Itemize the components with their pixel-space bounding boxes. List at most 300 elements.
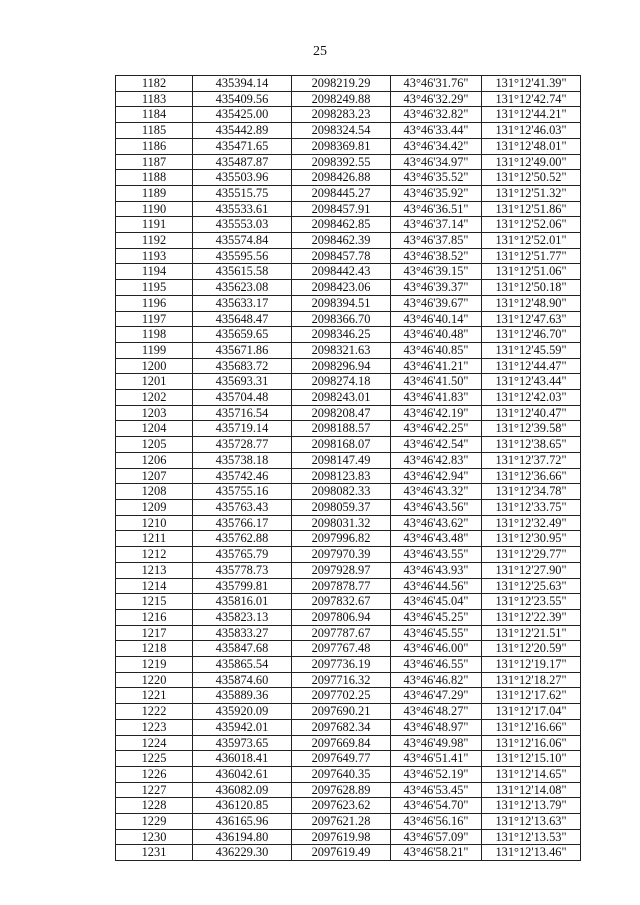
y-coordinate-cell: 2097716.32 (292, 672, 391, 688)
latitude-cell: 43°46'46.55" (391, 657, 482, 673)
x-coordinate-cell: 435615.58 (193, 264, 292, 280)
latitude-cell: 43°46'56.16" (391, 814, 482, 830)
x-coordinate-cell: 435728.77 (193, 437, 292, 453)
y-coordinate-cell: 2098188.57 (292, 421, 391, 437)
latitude-cell: 43°46'57.09" (391, 829, 482, 845)
point-number-cell: 1194 (116, 264, 193, 280)
longitude-cell: 131°12'36.66" (482, 468, 581, 484)
latitude-cell: 43°46'51.41" (391, 751, 482, 767)
table-row (116, 201, 581, 217)
x-coordinate-cell: 435816.01 (193, 594, 292, 610)
coordinates-table (115, 75, 581, 861)
point-number-cell: 1227 (116, 782, 193, 798)
x-coordinate-cell: 435847.68 (193, 641, 292, 657)
longitude-cell: 131°12'16.66" (482, 719, 581, 735)
point-number-cell: 1205 (116, 437, 193, 453)
point-number-cell: 1203 (116, 405, 193, 421)
point-number-cell: 1206 (116, 452, 193, 468)
point-number-cell: 1214 (116, 578, 193, 594)
x-coordinate-cell: 435409.56 (193, 91, 292, 107)
y-coordinate-cell: 2098059.37 (292, 499, 391, 515)
latitude-cell: 43°46'45.55" (391, 625, 482, 641)
longitude-cell: 131°12'13.46" (482, 845, 581, 861)
longitude-cell: 131°12'45.59" (482, 342, 581, 358)
latitude-cell: 43°46'43.32" (391, 484, 482, 500)
x-coordinate-cell: 436018.41 (193, 751, 292, 767)
y-coordinate-cell: 2098423.06 (292, 280, 391, 296)
x-coordinate-cell: 435942.01 (193, 719, 292, 735)
point-number-cell: 1184 (116, 107, 193, 123)
x-coordinate-cell: 435920.09 (193, 704, 292, 720)
point-number-cell: 1220 (116, 672, 193, 688)
point-number-cell: 1188 (116, 170, 193, 186)
table-row (116, 185, 581, 201)
table-row (116, 657, 581, 673)
table-row (116, 154, 581, 170)
x-coordinate-cell: 435889.36 (193, 688, 292, 704)
x-coordinate-cell: 435533.61 (193, 201, 292, 217)
latitude-cell: 43°46'36.51" (391, 201, 482, 217)
longitude-cell: 131°12'48.90" (482, 295, 581, 311)
longitude-cell: 131°12'17.62" (482, 688, 581, 704)
x-coordinate-cell: 435442.89 (193, 123, 292, 139)
point-number-cell: 1202 (116, 390, 193, 406)
longitude-cell: 131°12'20.59" (482, 641, 581, 657)
x-coordinate-cell: 435755.16 (193, 484, 292, 500)
point-number-cell: 1221 (116, 688, 193, 704)
y-coordinate-cell: 2098123.83 (292, 468, 391, 484)
x-coordinate-cell: 435865.54 (193, 657, 292, 673)
longitude-cell: 131°12'33.75" (482, 499, 581, 515)
x-coordinate-cell: 435574.84 (193, 233, 292, 249)
point-number-cell: 1229 (116, 814, 193, 830)
latitude-cell: 43°46'41.50" (391, 374, 482, 390)
point-number-cell: 1222 (116, 704, 193, 720)
y-coordinate-cell: 2097878.77 (292, 578, 391, 594)
table-row (116, 484, 581, 500)
x-coordinate-cell: 435763.43 (193, 499, 292, 515)
x-coordinate-cell: 435778.73 (193, 562, 292, 578)
latitude-cell: 43°46'39.37" (391, 280, 482, 296)
x-coordinate-cell: 436165.96 (193, 814, 292, 830)
y-coordinate-cell: 2098249.88 (292, 91, 391, 107)
latitude-cell: 43°46'40.85" (391, 342, 482, 358)
point-number-cell: 1204 (116, 421, 193, 437)
x-coordinate-cell: 436229.30 (193, 845, 292, 861)
longitude-cell: 131°12'40.47" (482, 405, 581, 421)
point-number-cell: 1201 (116, 374, 193, 390)
latitude-cell: 43°46'45.25" (391, 609, 482, 625)
point-number-cell: 1208 (116, 484, 193, 500)
table-row (116, 562, 581, 578)
point-number-cell: 1189 (116, 185, 193, 201)
point-number-cell: 1218 (116, 641, 193, 657)
table-row (116, 515, 581, 531)
table-row (116, 735, 581, 751)
longitude-cell: 131°12'42.74" (482, 91, 581, 107)
y-coordinate-cell: 2097702.25 (292, 688, 391, 704)
longitude-cell: 131°12'43.44" (482, 374, 581, 390)
x-coordinate-cell: 435719.14 (193, 421, 292, 437)
table-row (116, 374, 581, 390)
latitude-cell: 43°46'52.19" (391, 766, 482, 782)
table-row (116, 845, 581, 861)
latitude-cell: 43°46'42.83" (391, 452, 482, 468)
x-coordinate-cell: 435683.72 (193, 358, 292, 374)
point-number-cell: 1183 (116, 91, 193, 107)
longitude-cell: 131°12'37.72" (482, 452, 581, 468)
latitude-cell: 43°46'41.21" (391, 358, 482, 374)
table-row (116, 751, 581, 767)
point-number-cell: 1197 (116, 311, 193, 327)
longitude-cell: 131°12'29.77" (482, 547, 581, 563)
table-row (116, 499, 581, 515)
y-coordinate-cell: 2098321.63 (292, 342, 391, 358)
y-coordinate-cell: 2098426.88 (292, 170, 391, 186)
table-row (116, 609, 581, 625)
x-coordinate-cell: 435762.88 (193, 531, 292, 547)
longitude-cell: 131°12'27.90" (482, 562, 581, 578)
latitude-cell: 43°46'35.52" (391, 170, 482, 186)
longitude-cell: 131°12'13.63" (482, 814, 581, 830)
longitude-cell: 131°12'15.10" (482, 751, 581, 767)
table-row (116, 704, 581, 720)
table-row (116, 295, 581, 311)
y-coordinate-cell: 2097623.62 (292, 798, 391, 814)
point-number-cell: 1226 (116, 766, 193, 782)
y-coordinate-cell: 2097619.49 (292, 845, 391, 861)
latitude-cell: 43°46'47.29" (391, 688, 482, 704)
y-coordinate-cell: 2097928.97 (292, 562, 391, 578)
longitude-cell: 131°12'41.39" (482, 76, 581, 92)
table-row (116, 578, 581, 594)
table-row (116, 641, 581, 657)
y-coordinate-cell: 2098462.39 (292, 233, 391, 249)
longitude-cell: 131°12'42.03" (482, 390, 581, 406)
y-coordinate-cell: 2098168.07 (292, 437, 391, 453)
y-coordinate-cell: 2097628.89 (292, 782, 391, 798)
y-coordinate-cell: 2098346.25 (292, 327, 391, 343)
latitude-cell: 43°46'42.25" (391, 421, 482, 437)
x-coordinate-cell: 435633.17 (193, 295, 292, 311)
y-coordinate-cell: 2097619.98 (292, 829, 391, 845)
y-coordinate-cell: 2097806.94 (292, 609, 391, 625)
latitude-cell: 43°46'31.76" (391, 76, 482, 92)
longitude-cell: 131°12'16.06" (482, 735, 581, 751)
y-coordinate-cell: 2097682.34 (292, 719, 391, 735)
y-coordinate-cell: 2097669.84 (292, 735, 391, 751)
y-coordinate-cell: 2097621.28 (292, 814, 391, 830)
latitude-cell: 43°46'58.21" (391, 845, 482, 861)
x-coordinate-cell: 435503.96 (193, 170, 292, 186)
latitude-cell: 43°46'40.14" (391, 311, 482, 327)
x-coordinate-cell: 435765.79 (193, 547, 292, 563)
x-coordinate-cell: 435874.60 (193, 672, 292, 688)
table-row (116, 107, 581, 123)
table-row (116, 311, 581, 327)
longitude-cell: 131°12'13.53" (482, 829, 581, 845)
longitude-cell: 131°12'51.32" (482, 185, 581, 201)
latitude-cell: 43°46'48.97" (391, 719, 482, 735)
table-row (116, 437, 581, 453)
longitude-cell: 131°12'51.06" (482, 264, 581, 280)
point-number-cell: 1215 (116, 594, 193, 610)
x-coordinate-cell: 435659.65 (193, 327, 292, 343)
x-coordinate-cell: 435623.08 (193, 280, 292, 296)
y-coordinate-cell: 2098366.70 (292, 311, 391, 327)
x-coordinate-cell: 435487.87 (193, 154, 292, 170)
table-row (116, 625, 581, 641)
coordinates-table-body (116, 76, 581, 861)
point-number-cell: 1192 (116, 233, 193, 249)
longitude-cell: 131°12'23.55" (482, 594, 581, 610)
longitude-cell: 131°12'50.52" (482, 170, 581, 186)
table-row (116, 248, 581, 264)
point-number-cell: 1230 (116, 829, 193, 845)
y-coordinate-cell: 2097640.35 (292, 766, 391, 782)
x-coordinate-cell: 435648.47 (193, 311, 292, 327)
latitude-cell: 43°46'38.52" (391, 248, 482, 264)
latitude-cell: 43°46'34.42" (391, 138, 482, 154)
x-coordinate-cell: 436120.85 (193, 798, 292, 814)
table-row (116, 138, 581, 154)
latitude-cell: 43°46'44.56" (391, 578, 482, 594)
latitude-cell: 43°46'32.29" (391, 91, 482, 107)
y-coordinate-cell: 2098243.01 (292, 390, 391, 406)
x-coordinate-cell: 436082.09 (193, 782, 292, 798)
point-number-cell: 1216 (116, 609, 193, 625)
longitude-cell: 131°12'38.65" (482, 437, 581, 453)
longitude-cell: 131°12'50.18" (482, 280, 581, 296)
table-row (116, 798, 581, 814)
table-row (116, 814, 581, 830)
y-coordinate-cell: 2098324.54 (292, 123, 391, 139)
point-number-cell: 1187 (116, 154, 193, 170)
point-number-cell: 1200 (116, 358, 193, 374)
y-coordinate-cell: 2097767.48 (292, 641, 391, 657)
table-row (116, 91, 581, 107)
longitude-cell: 131°12'51.77" (482, 248, 581, 264)
page-number: 25 (313, 44, 327, 59)
x-coordinate-cell: 435553.03 (193, 217, 292, 233)
x-coordinate-cell: 435973.65 (193, 735, 292, 751)
point-number-cell: 1211 (116, 531, 193, 547)
point-number-cell: 1210 (116, 515, 193, 531)
y-coordinate-cell: 2098219.29 (292, 76, 391, 92)
latitude-cell: 43°46'37.85" (391, 233, 482, 249)
table-row (116, 421, 581, 437)
table-row (116, 829, 581, 845)
table-row (116, 233, 581, 249)
latitude-cell: 43°46'48.27" (391, 704, 482, 720)
latitude-cell: 43°46'33.44" (391, 123, 482, 139)
x-coordinate-cell: 435425.00 (193, 107, 292, 123)
longitude-cell: 131°12'49.00" (482, 154, 581, 170)
table-row (116, 766, 581, 782)
table-row (116, 123, 581, 139)
longitude-cell: 131°12'51.86" (482, 201, 581, 217)
latitude-cell: 43°46'35.92" (391, 185, 482, 201)
table-row (116, 452, 581, 468)
table-row (116, 547, 581, 563)
longitude-cell: 131°12'46.70" (482, 327, 581, 343)
longitude-cell: 131°12'47.63" (482, 311, 581, 327)
table-row (116, 782, 581, 798)
point-number-cell: 1224 (116, 735, 193, 751)
y-coordinate-cell: 2098392.55 (292, 154, 391, 170)
point-number-cell: 1195 (116, 280, 193, 296)
x-coordinate-cell: 435471.65 (193, 138, 292, 154)
point-number-cell: 1198 (116, 327, 193, 343)
y-coordinate-cell: 2097649.77 (292, 751, 391, 767)
table-row (116, 594, 581, 610)
table-row (116, 405, 581, 421)
longitude-cell: 131°12'22.39" (482, 609, 581, 625)
latitude-cell: 43°46'45.04" (391, 594, 482, 610)
longitude-cell: 131°12'18.27" (482, 672, 581, 688)
point-number-cell: 1207 (116, 468, 193, 484)
latitude-cell: 43°46'53.45" (391, 782, 482, 798)
table-row (116, 719, 581, 735)
y-coordinate-cell: 2097996.82 (292, 531, 391, 547)
latitude-cell: 43°46'43.62" (391, 515, 482, 531)
y-coordinate-cell: 2097787.67 (292, 625, 391, 641)
latitude-cell: 43°46'34.97" (391, 154, 482, 170)
y-coordinate-cell: 2098296.94 (292, 358, 391, 374)
latitude-cell: 43°46'43.93" (391, 562, 482, 578)
x-coordinate-cell: 435693.31 (193, 374, 292, 390)
x-coordinate-cell: 435515.75 (193, 185, 292, 201)
point-number-cell: 1209 (116, 499, 193, 515)
y-coordinate-cell: 2098082.33 (292, 484, 391, 500)
x-coordinate-cell: 435823.13 (193, 609, 292, 625)
latitude-cell: 43°46'43.56" (391, 499, 482, 515)
y-coordinate-cell: 2097970.39 (292, 547, 391, 563)
latitude-cell: 43°46'49.98" (391, 735, 482, 751)
point-number-cell: 1223 (116, 719, 193, 735)
point-number-cell: 1225 (116, 751, 193, 767)
point-number-cell: 1182 (116, 76, 193, 92)
latitude-cell: 43°46'39.67" (391, 295, 482, 311)
table-row (116, 468, 581, 484)
y-coordinate-cell: 2097736.19 (292, 657, 391, 673)
x-coordinate-cell: 435671.86 (193, 342, 292, 358)
point-number-cell: 1199 (116, 342, 193, 358)
latitude-cell: 43°46'54.70" (391, 798, 482, 814)
table-row (116, 531, 581, 547)
point-number-cell: 1228 (116, 798, 193, 814)
point-number-cell: 1185 (116, 123, 193, 139)
point-number-cell: 1196 (116, 295, 193, 311)
x-coordinate-cell: 435742.46 (193, 468, 292, 484)
longitude-cell: 131°12'32.49" (482, 515, 581, 531)
point-number-cell: 1186 (116, 138, 193, 154)
y-coordinate-cell: 2098445.27 (292, 185, 391, 201)
latitude-cell: 43°46'37.14" (391, 217, 482, 233)
point-number-cell: 1217 (116, 625, 193, 641)
table-row (116, 76, 581, 92)
table-row (116, 170, 581, 186)
longitude-cell: 131°12'19.17" (482, 657, 581, 673)
longitude-cell: 131°12'25.63" (482, 578, 581, 594)
point-number-cell: 1190 (116, 201, 193, 217)
x-coordinate-cell: 435394.14 (193, 76, 292, 92)
latitude-cell: 43°46'43.55" (391, 547, 482, 563)
y-coordinate-cell: 2097690.21 (292, 704, 391, 720)
table-row (116, 358, 581, 374)
y-coordinate-cell: 2098031.32 (292, 515, 391, 531)
latitude-cell: 43°46'42.94" (391, 468, 482, 484)
longitude-cell: 131°12'14.65" (482, 766, 581, 782)
longitude-cell: 131°12'21.51" (482, 625, 581, 641)
longitude-cell: 131°12'44.21" (482, 107, 581, 123)
x-coordinate-cell: 436194.80 (193, 829, 292, 845)
table-row (116, 327, 581, 343)
x-coordinate-cell: 436042.61 (193, 766, 292, 782)
latitude-cell: 43°46'46.82" (391, 672, 482, 688)
longitude-cell: 131°12'13.79" (482, 798, 581, 814)
longitude-cell: 131°12'30.95" (482, 531, 581, 547)
point-number-cell: 1212 (116, 547, 193, 563)
y-coordinate-cell: 2098442.43 (292, 264, 391, 280)
longitude-cell: 131°12'39.58" (482, 421, 581, 437)
y-coordinate-cell: 2097832.67 (292, 594, 391, 610)
y-coordinate-cell: 2098369.81 (292, 138, 391, 154)
y-coordinate-cell: 2098457.78 (292, 248, 391, 264)
y-coordinate-cell: 2098457.91 (292, 201, 391, 217)
table-row (116, 280, 581, 296)
latitude-cell: 43°46'46.00" (391, 641, 482, 657)
longitude-cell: 131°12'17.04" (482, 704, 581, 720)
table-row (116, 688, 581, 704)
longitude-cell: 131°12'34.78" (482, 484, 581, 500)
table-row (116, 217, 581, 233)
longitude-cell: 131°12'52.01" (482, 233, 581, 249)
longitude-cell: 131°12'48.01" (482, 138, 581, 154)
table-row (116, 390, 581, 406)
latitude-cell: 43°46'42.19" (391, 405, 482, 421)
x-coordinate-cell: 435704.48 (193, 390, 292, 406)
y-coordinate-cell: 2098283.23 (292, 107, 391, 123)
y-coordinate-cell: 2098274.18 (292, 374, 391, 390)
y-coordinate-cell: 2098147.49 (292, 452, 391, 468)
longitude-cell: 131°12'46.03" (482, 123, 581, 139)
y-coordinate-cell: 2098208.47 (292, 405, 391, 421)
point-number-cell: 1193 (116, 248, 193, 264)
x-coordinate-cell: 435833.27 (193, 625, 292, 641)
x-coordinate-cell: 435799.81 (193, 578, 292, 594)
latitude-cell: 43°46'32.82" (391, 107, 482, 123)
latitude-cell: 43°46'41.83" (391, 390, 482, 406)
latitude-cell: 43°46'42.54" (391, 437, 482, 453)
y-coordinate-cell: 2098462.85 (292, 217, 391, 233)
latitude-cell: 43°46'40.48" (391, 327, 482, 343)
x-coordinate-cell: 435595.56 (193, 248, 292, 264)
y-coordinate-cell: 2098394.51 (292, 295, 391, 311)
latitude-cell: 43°46'39.15" (391, 264, 482, 280)
x-coordinate-cell: 435766.17 (193, 515, 292, 531)
longitude-cell: 131°12'44.47" (482, 358, 581, 374)
longitude-cell: 131°12'14.08" (482, 782, 581, 798)
point-number-cell: 1219 (116, 657, 193, 673)
latitude-cell: 43°46'43.48" (391, 531, 482, 547)
table-row (116, 672, 581, 688)
table-row (116, 342, 581, 358)
point-number-cell: 1231 (116, 845, 193, 861)
point-number-cell: 1213 (116, 562, 193, 578)
table-row (116, 264, 581, 280)
longitude-cell: 131°12'52.06" (482, 217, 581, 233)
